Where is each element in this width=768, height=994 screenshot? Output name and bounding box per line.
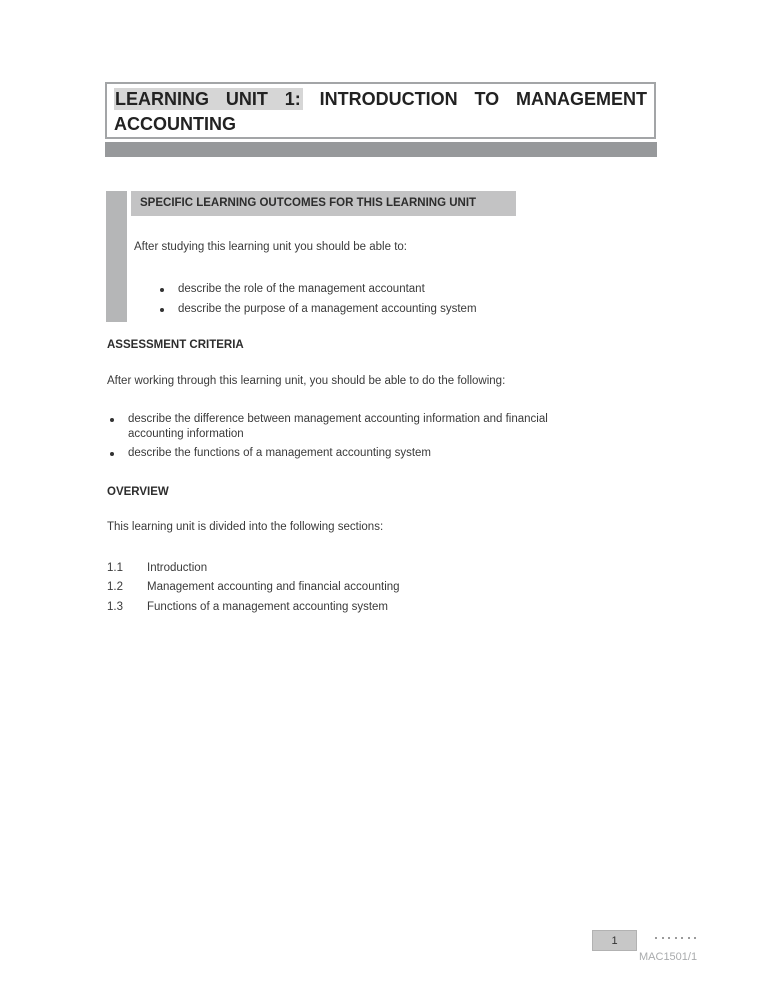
title-highlighted-text: LEARNING UNIT 1: xyxy=(115,89,301,109)
learning-unit-title-box xyxy=(105,82,656,139)
title-underline-bar xyxy=(105,142,657,157)
dot-icon xyxy=(668,937,670,939)
dot-icon xyxy=(688,937,690,939)
bullet-icon xyxy=(160,308,164,312)
overview-heading: OVERVIEW xyxy=(107,486,169,498)
outcomes-sidebar-bar xyxy=(106,191,127,322)
list-item-text: describe the difference between management accounting information and financial accounting information xyxy=(128,413,548,440)
outcomes-intro-text: After studying this learning unit you should be able to: xyxy=(134,241,407,253)
assessment-bullet-list xyxy=(110,412,610,466)
list-item xyxy=(110,412,610,441)
overview-intro-text: This learning unit is divided into the following sections: xyxy=(107,521,384,533)
title-remainder-text: INTRODUCTION TO MANAGEMENT xyxy=(319,89,647,109)
list-item-text: describe the role of the management accountant xyxy=(178,283,425,295)
list-item xyxy=(160,282,580,297)
dotted-separator-icon xyxy=(655,937,696,939)
page-number: 1 xyxy=(611,934,618,947)
list-item xyxy=(110,446,610,461)
list-item-text: describe the purpose of a management accounting system xyxy=(178,302,477,315)
outcomes-heading: SPECIFIC LEARNING OUTCOMES FOR THIS LEARNING UNIT xyxy=(131,191,516,216)
overview-section-list xyxy=(107,559,400,617)
dot-icon xyxy=(662,937,664,939)
list-item-text: describe the functions of a management accounting system xyxy=(128,447,432,459)
dot-icon xyxy=(675,937,677,939)
module-code: MAC1501/1 xyxy=(639,951,698,963)
section-title: Management accounting and financial accounting xyxy=(147,581,400,594)
list-item xyxy=(107,559,400,578)
list-item xyxy=(160,302,580,317)
list-item xyxy=(107,578,400,597)
bullet-icon xyxy=(160,288,164,292)
section-title: Introduction xyxy=(147,562,208,574)
title-line-2: ACCOUNTING xyxy=(114,114,236,134)
section-number: 1.1 xyxy=(107,562,123,574)
outcomes-bullet-list xyxy=(160,282,580,321)
dot-icon xyxy=(681,937,683,939)
assessment-criteria-heading: ASSESSMENT CRITERIA xyxy=(107,339,244,351)
dot-icon xyxy=(694,937,696,939)
title-line-1 xyxy=(114,87,647,112)
section-number: 1.2 xyxy=(107,581,123,594)
bullet-icon xyxy=(110,418,114,422)
dot-icon xyxy=(655,937,657,939)
section-title: Functions of a management accounting system xyxy=(147,600,388,613)
list-item xyxy=(107,598,400,617)
assessment-intro-text: After working through this learning unit, you should be able to do the following: xyxy=(107,375,506,387)
section-number: 1.3 xyxy=(107,600,123,613)
page-number-badge xyxy=(592,930,637,951)
bullet-icon xyxy=(110,452,114,456)
